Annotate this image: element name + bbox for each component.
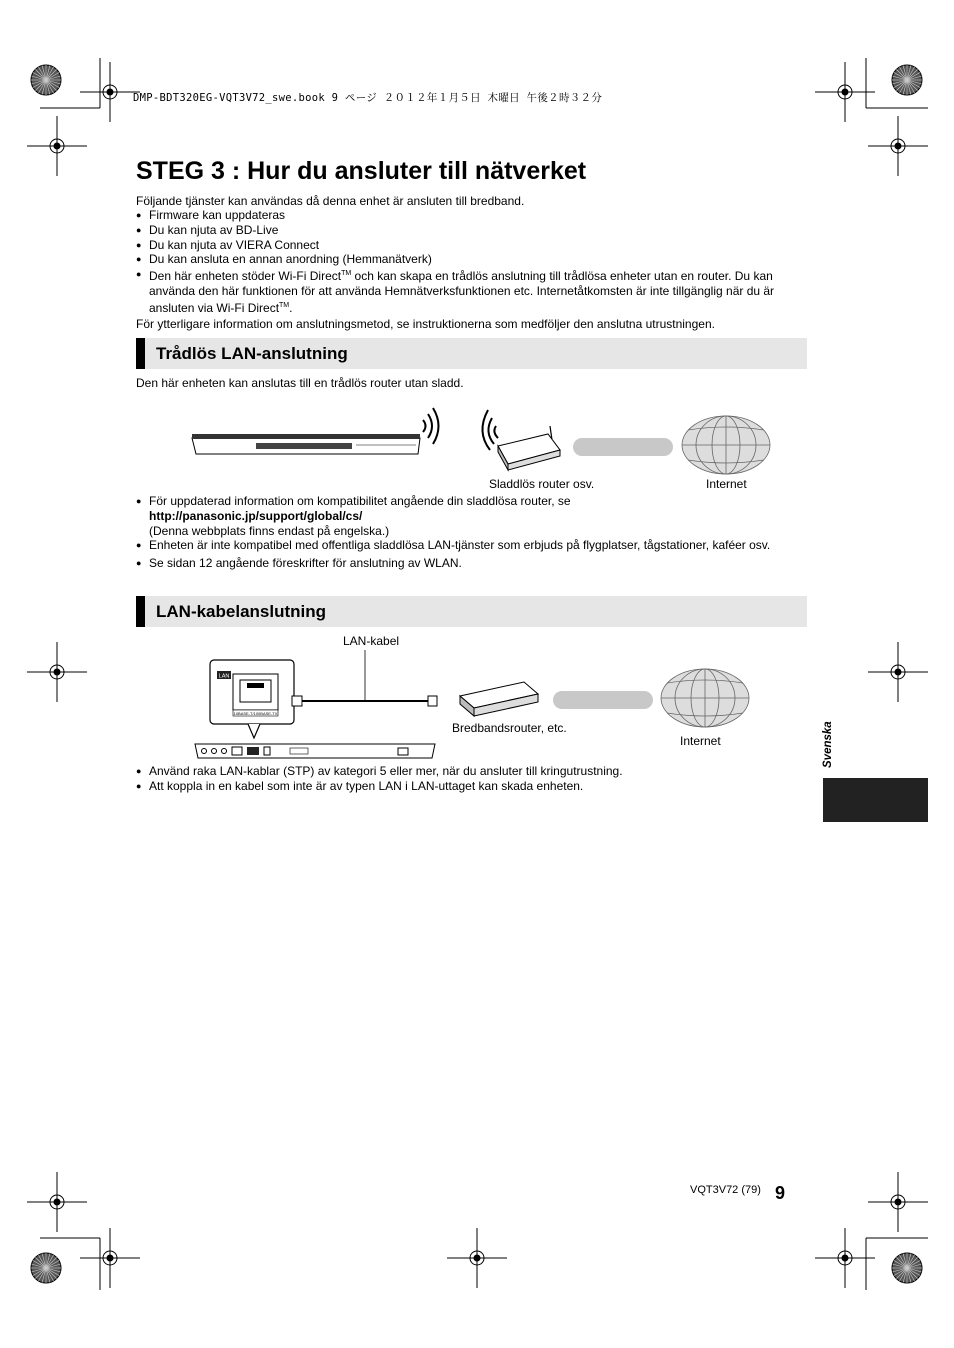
wired-internet-label: Internet	[680, 734, 721, 748]
wired-diagram	[190, 650, 760, 762]
crosshair-mark	[868, 116, 928, 176]
crosshair-mark	[27, 116, 87, 176]
player-rear-icon	[195, 744, 435, 758]
crosshair-mark	[27, 642, 87, 702]
lan-port-label: LAN	[218, 673, 230, 680]
page-title: STEG 3 : Hur du ansluter till nätverket	[136, 157, 587, 185]
intro-more-info: För ytterligare information om anslutningsmetod, se instruktionerna som medföljer den anslutna utrustningen.	[136, 317, 715, 331]
crosshair-mark	[868, 642, 928, 702]
list-item: ● Du kan njuta av VIERA Connect	[136, 238, 804, 253]
lan-cable-label: LAN-kabel	[343, 634, 400, 648]
internet-globe-icon	[661, 669, 749, 727]
list-item: ● Enheten är inte kompatibel med offentliga sladdlösa LAN-tjänster som erbjuds på flygplatser, tågstationer, kaféer osv.	[136, 538, 804, 553]
list-item: ● Du kan njuta av BD-Live	[136, 223, 804, 238]
list-item-wifi-direct: ● Den här enheten stöder Wi-Fi Direct™ och kan skapa en trådlös anslutning till trådlösa enheter utan en router. Du kan använda den här funktionen för att använda Hemnätverksfunktionen etc. Internetåtkomsten är inte tillgänglig när du är ansluten via Wi-Fi Direct™.	[136, 267, 804, 315]
internet-globe-icon	[682, 416, 770, 474]
section-heading-wired: LAN-kabelanslutning	[136, 596, 807, 627]
wireless-router-label: Sladdlös router osv.	[489, 477, 595, 491]
wireless-description: Den här enheten kan anslutas till en trådlös router utan sladd.	[136, 376, 464, 390]
intro-bullet-list	[136, 208, 804, 316]
wireless-notes	[136, 494, 804, 571]
list-item: ● För uppdaterad information om kompatibilitet angående din sladdlösa router, se http://panasonic.jp/support/global/cs/ (Denna webbplats finns endast på engelska.)	[136, 494, 804, 538]
color-rosette-mark	[892, 65, 922, 95]
wireless-diagram	[180, 398, 790, 480]
crosshair-mark	[868, 1172, 928, 1232]
support-url: http://panasonic.jp/support/global/cs/	[149, 508, 363, 523]
document-code: VQT3V72 (79)	[690, 1184, 761, 1196]
color-rosette-mark	[31, 65, 61, 95]
intro-lead: Följande tjänster kan användas då denna enhet är ansluten till bredband.	[136, 194, 525, 208]
wifi-waves-icon	[423, 408, 439, 444]
print-header: DMP-BDT320EG-VQT3V72_swe.book 9 ページ ２０１２年１月５日 木曜日 午後２時３２分	[133, 92, 603, 104]
color-rosette-mark	[31, 1253, 61, 1283]
language-tab-block	[823, 778, 928, 822]
wired-notes	[136, 764, 804, 794]
list-item: ● Använd raka LAN-kablar (STP) av kategori 5 eller mer, när du ansluter till kringutrustning.	[136, 764, 804, 779]
section-heading-wireless: Trådlös LAN-anslutning	[136, 338, 807, 369]
color-rosette-mark	[892, 1253, 922, 1283]
player-icon	[192, 434, 420, 454]
list-item: ● Du kan ansluta en annan anordning (Hemmanätverk)	[136, 252, 804, 267]
crosshair-mark	[80, 1228, 140, 1288]
broadband-router-icon	[460, 682, 538, 716]
crosshair-mark	[27, 1172, 87, 1232]
page-number: 9	[775, 1183, 786, 1203]
wireless-router-icon	[482, 410, 560, 470]
broadband-router-label: Bredbandsrouter, etc.	[452, 721, 567, 735]
crosshair-mark	[80, 62, 140, 122]
language-side-label: Svenska	[822, 721, 834, 768]
list-item: ● Att koppla in en kabel som inte är av typen LAN i LAN-uttaget kan skada enheten.	[136, 779, 804, 794]
list-item: ● Se sidan 12 angående föreskrifter för anslutning av WLAN.	[136, 556, 804, 571]
lan-port-spec: 10BASE-T/100BASE-TX	[233, 711, 278, 716]
list-item: ● Firmware kan uppdateras	[136, 208, 804, 223]
crosshair-mark	[447, 1228, 507, 1288]
wireless-internet-label: Internet	[706, 477, 747, 491]
